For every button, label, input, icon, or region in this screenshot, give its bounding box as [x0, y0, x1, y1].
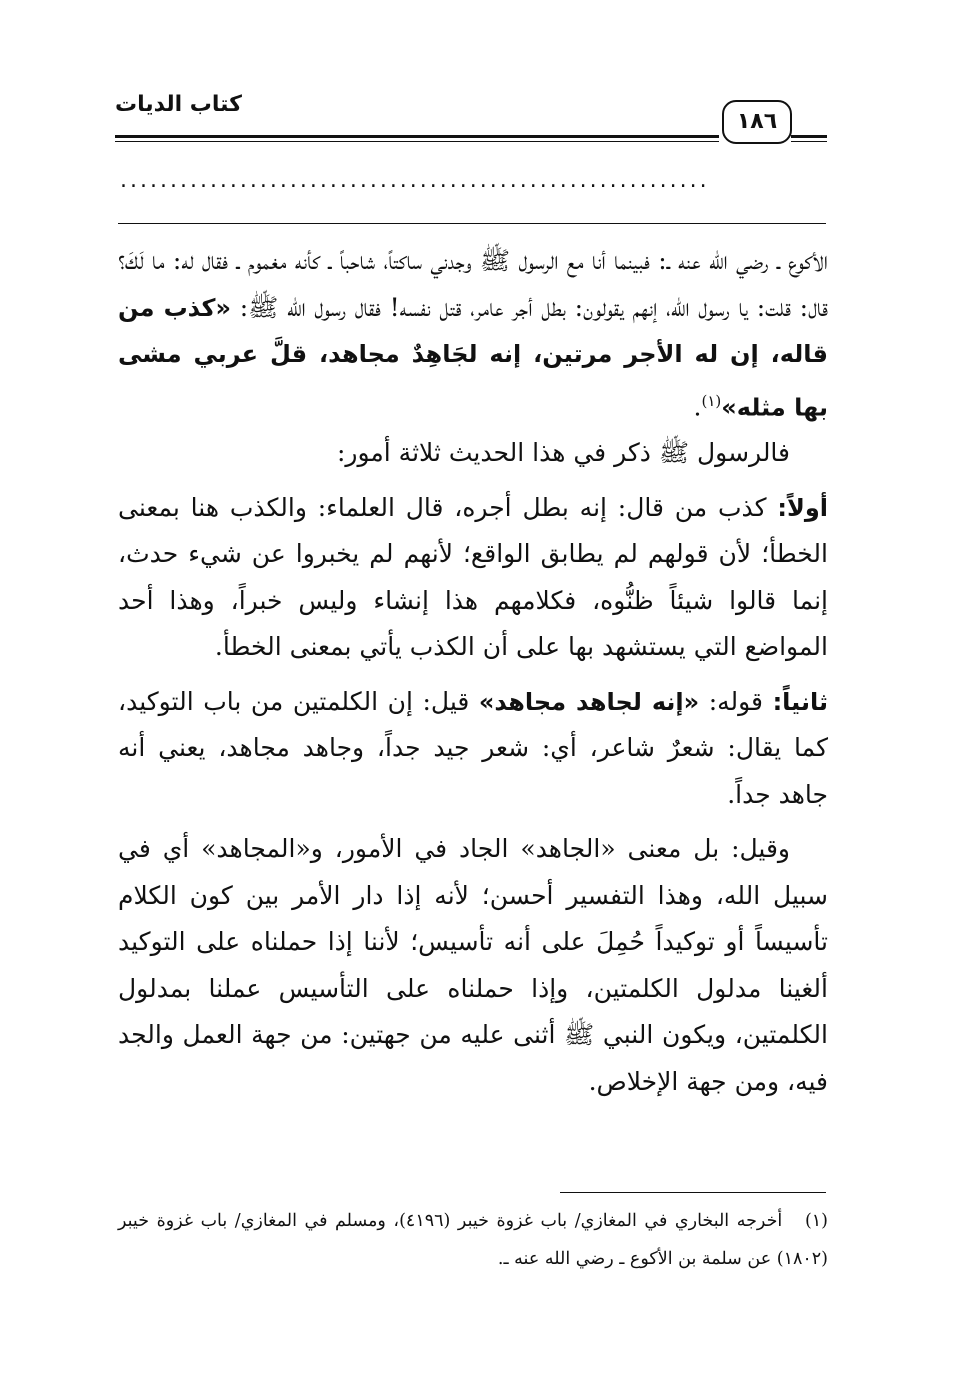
- page-number: ١٨٦: [722, 100, 792, 144]
- paragraph-2: فالرسول ﷺ ذكر في هذا الحديث ثلاثة أمور:: [336, 438, 790, 468]
- footnote-rule: [560, 1192, 826, 1193]
- paragraph-3: [118, 485, 828, 671]
- paragraph-4-text: قيل: إن الكلمتين من باب التوكيد، كما يقال: شعرٌ شاعر، أي: شعر جيد جداً، وجاهد مجاهد، يعني أنه جاهد جداً.: [118, 686, 828, 809]
- paragraph-3-text: كذب من قال: إنه بطل أجره، قال العلماء: والكذب هنا بمعنى الخطأ؛ لأن قولهم لم يطابق الواقع؛ لأنهم لم يخبروا عن شيء حدث، إنما قالوا شيئاً ظنُّوه، فكلامهم هذا إنشاء وليس خبراً، وهذا أحد المواضع التي يستشهد بها على أن الكذب يأتي بمعنى الخطأ.: [118, 492, 828, 662]
- header-rule-right: [791, 135, 827, 138]
- hadith-quote: «كذب من قاله، إن له الأجر مرتين، إنه لجَاهِدٌ مجاهد، قلَّ عربي مشى بها مثله»: [118, 293, 828, 421]
- dotted-line: ...........................................................: [120, 168, 710, 193]
- footnote-ref[interactable]: (١): [701, 391, 722, 410]
- header-rule: [115, 135, 719, 138]
- footnote-1: [118, 1202, 828, 1278]
- footnote-text: أخرجه البخاري في المغازي/ باب غزوة خيبر (٤١٩٦)، ومسلم في المغازي/ باب غزوة خيبر (١٨٠٢) عن سلمة بن الأكوع ـ رضي الله عنه ـ.: [118, 1211, 828, 1269]
- point-first-label: أولاً:: [777, 493, 828, 522]
- footnote-marker: (١): [804, 1211, 828, 1231]
- point-second-label: ثانياً:: [772, 687, 829, 716]
- main-text: [118, 238, 828, 1105]
- page-header: [115, 90, 827, 150]
- separator-rule: [118, 223, 826, 224]
- paragraph-5: وقيل: بل معنى «الجاهد» الجاد في الأمور، و«المجاهد» أي في سبيل الله، وهذا التفسير أحسن؛ لأنه إذا دار الأمر بين كون الكلام تأسيساً أو توكيداً حُمِلَ على أنه تأسيس؛ لأننا إذا حملناه على التوكيد ألغينا مدلول الكلمتين، وإذا حملناه على التأسيس عملنا بمدلول الكلمتين، ويكون النبي ﷺ أثنى عليه من جهتين: من جهة العمل والجد فيه، ومن جهة الإخلاص.: [118, 834, 828, 1096]
- paragraph-1-end: .: [693, 391, 702, 421]
- header-rule-right-thin: [791, 141, 827, 142]
- paragraph-4-pre: قوله:: [699, 686, 773, 716]
- paragraph-4: [118, 679, 828, 819]
- book-title: كتاب الديات: [115, 92, 242, 117]
- paragraph-4-quote: «إنه لجاهد مجاهد»: [478, 687, 700, 716]
- footnotes: [118, 1202, 828, 1278]
- header-rule-thin: [115, 141, 719, 142]
- paragraph-1: [118, 238, 828, 430]
- paragraph-1-text: الأكوع ـ رضي الله عنه ـ: فبينما أنا مع الرسول ﷺ وجدني ساكتاً، شاحباً ـ كأنه مغموم ـ فقال له: ما لَكَ؟ قال: قلت: يا رسول الله، إنهم يقولون: بطل أجر عامر، قتل نفسه! فقال رسول الله ﷺ:: [118, 246, 828, 322]
